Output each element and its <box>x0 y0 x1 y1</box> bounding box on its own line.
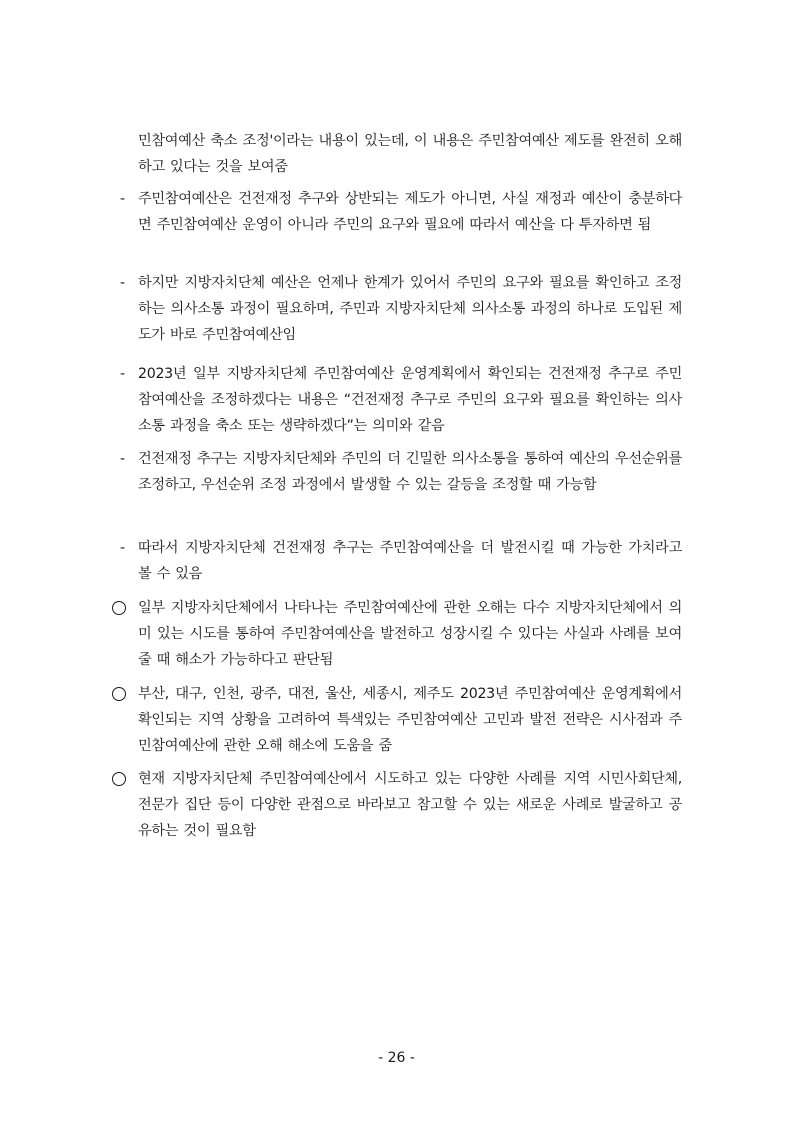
bullet-text: 따라서 지방자치단체 건전재정 추구는 주민참여예산을 더 발전시킬 때 가능한 가치라고 볼 수 있음 <box>138 540 682 582</box>
bullet-text: 2023년 일부 지방자치단체 주민참여예산 운영계획에서 확인되는 건전재정 추구로 주민참여예산을 조정하겠다는 내용은 “건전재정 추구로 주민의 요구와 필요를 확인하는 의사소통 과정을 축소 또는 생략하겠다”는 의미와 같음 <box>138 366 682 434</box>
bullet-item-circle <box>112 595 682 673</box>
bullet-text: 부산, 대구, 인천, 광주, 대전, 울산, 세종시, 제주도 2023년 주민참여예산 운영계획에서 확인되는 지역 상황을 고려하여 특색있는 주민참여예산 고민과 발전 전략은 시사점과 주민참여예산에 관한 오해 해소에 도움을 줌 <box>138 686 682 754</box>
bullet-text: 주민참여예산은 건전재정 추구와 상반되는 제도가 아니면, 사실 재정과 예산이 충분하다면 주민참여예산 운영이 아니라 주민의 요구와 필요에 따라서 예산을 다 투자하면 됨 <box>138 191 682 233</box>
page-number: - 26 - <box>378 1050 415 1066</box>
circle-bullet-icon <box>112 595 136 624</box>
paragraph-continuation <box>112 128 682 180</box>
bullet-text: 하지만 지방자치단체 예산은 언제나 한계가 있어서 주민의 요구와 필요를 확인하고 조정하는 의사소통 과정이 필요하며, 주민과 지방자치단체 의사소통 과정의 하나로 도입된 제도가 바로 주민참여예산임 <box>138 275 682 343</box>
dash-bullet: - <box>120 191 125 207</box>
dash-bullet: - <box>120 540 125 556</box>
dash-bullet: - <box>120 275 125 291</box>
bullet-item-dash <box>112 535 682 587</box>
bullet-item-dash <box>112 186 682 238</box>
bullet-item-circle <box>112 766 682 844</box>
dash-bullet: - <box>120 451 125 467</box>
circle-bullet-icon <box>112 681 136 710</box>
bullet-item-dash <box>112 361 682 439</box>
bullet-item-circle <box>112 681 682 759</box>
bullet-text: 건전재정 추구는 지방자치단체와 주민의 더 긴밀한 의사소통을 통하여 예산의 우선순위를 조정하고, 우선순위 조정 과정에서 발생할 수 있는 갈등을 조정할 때 가능함 <box>138 451 682 493</box>
bullet-text: 일부 지방자치단체에서 나타나는 주민참여예산에 관한 오해는 다수 지방자치단체에서 의미 있는 시도를 통하여 주민참여예산을 발전하고 성장시킬 수 있다는 사실과 사례를 보여줄 때 해소가 가능하다고 판단됨 <box>138 600 682 668</box>
bullet-item-dash <box>112 446 682 498</box>
paragraph-text: 민참여예산 축소 조정'이라는 내용이 있는데, 이 내용은 주민참여예산 제도를 완전히 오해하고 있다는 것을 보여줌 <box>138 133 682 175</box>
bullet-text: 현재 지방자치단체 주민참여예산에서 시도하고 있는 다양한 사례를 지역 시민사회단체, 전문가 집단 등이 다양한 관점으로 바라보고 참고할 수 있는 새로운 사례로 발굴하고 공유하는 것이 필요함 <box>138 771 682 839</box>
dash-bullet: - <box>120 366 125 382</box>
circle-bullet-icon <box>112 766 136 795</box>
bullet-item-dash <box>112 270 682 348</box>
